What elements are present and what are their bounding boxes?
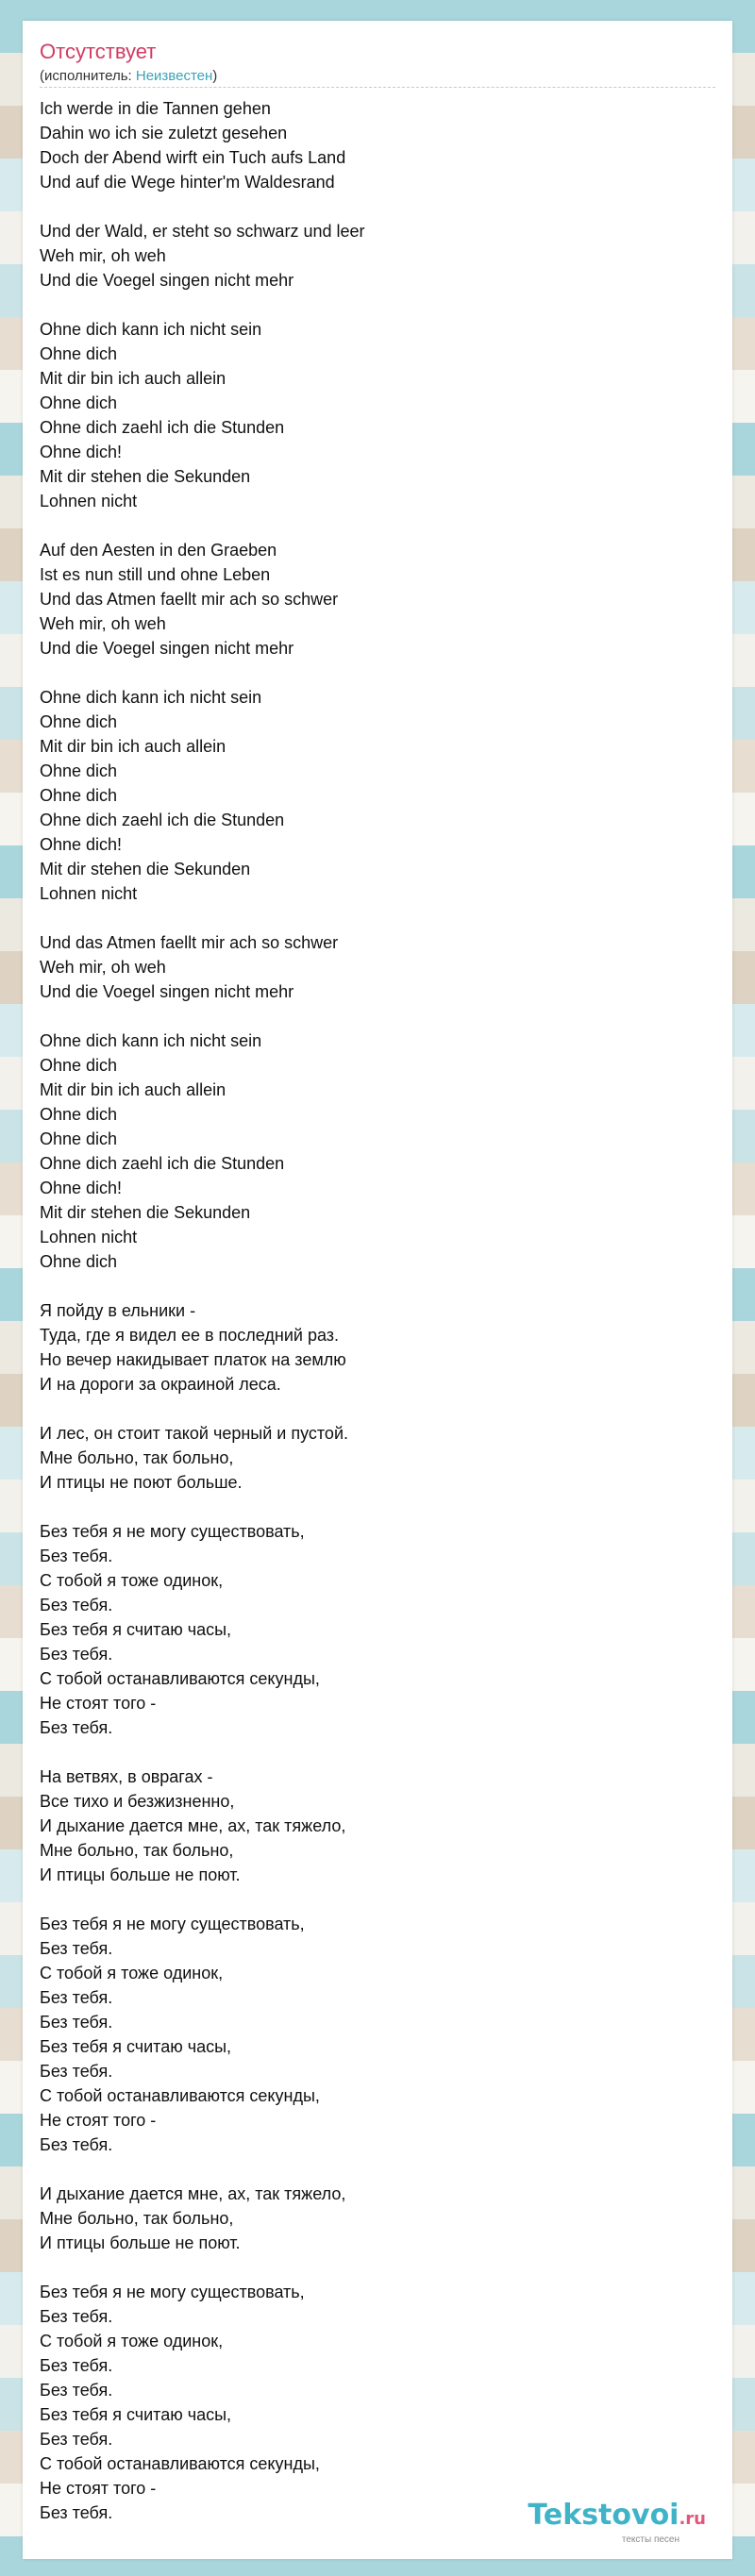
lyric-line: Ohne dich kann ich nicht sein bbox=[40, 688, 262, 707]
site-logo[interactable] bbox=[528, 2501, 706, 2546]
stanza-break bbox=[40, 906, 715, 930]
lyric-line: Weh mir, oh weh bbox=[40, 614, 166, 633]
lyric-line: Ohne dich zaehl ich die Stunden bbox=[40, 1154, 285, 1173]
lyric-line: Без тебя. bbox=[40, 2062, 113, 2081]
lyric-line: Mit dir bin ich auch allein bbox=[40, 1080, 226, 1099]
lyric-line: Ohne dich bbox=[40, 344, 118, 363]
lyric-line: Dahin wo ich sie zuletzt gesehen bbox=[40, 124, 288, 142]
lyric-line: Без тебя. bbox=[40, 1718, 113, 1737]
lyric-line: Без тебя я считаю часы, bbox=[40, 2405, 232, 2424]
lyric-line: Без тебя. bbox=[40, 1547, 113, 1565]
lyric-line: Без тебя я считаю часы, bbox=[40, 2037, 232, 2056]
lyric-line: Без тебя я считаю часы, bbox=[40, 1620, 232, 1639]
lyric-line: Ich werde in die Tannen gehen bbox=[40, 99, 271, 118]
stanza-break bbox=[40, 293, 715, 317]
lyric-line: Без тебя. bbox=[40, 2013, 113, 2032]
lyric-line: Без тебя я не могу существовать, bbox=[40, 1915, 305, 1933]
lyric-line: И птицы больше не поют. bbox=[40, 2233, 241, 2252]
lyric-line: Ohne dich! bbox=[40, 835, 123, 854]
lyric-line: С тобой я тоже одинок, bbox=[40, 1964, 224, 1982]
lyric-line: Mit dir stehen die Sekunden bbox=[40, 860, 251, 878]
lyric-line: Без тебя. bbox=[40, 1988, 113, 2007]
lyric-line: На ветвях, в оврагах - bbox=[40, 1767, 213, 1786]
lyric-line: Без тебя. bbox=[40, 1939, 113, 1958]
lyric-line: Без тебя. bbox=[40, 1645, 113, 1664]
stanza-break bbox=[40, 513, 715, 538]
lyric-line: Ohne dich bbox=[40, 786, 118, 805]
stanza-break bbox=[40, 1004, 715, 1029]
performer-line bbox=[40, 68, 217, 85]
lyric-line: Но вечер накидывает платок на землю bbox=[40, 1350, 346, 1369]
lyric-line: С тобой останавливаются секунды, bbox=[40, 2086, 320, 2105]
header-divider bbox=[40, 87, 715, 88]
lyric-line: Без тебя. bbox=[40, 2356, 113, 2375]
stanza-break bbox=[40, 1495, 715, 1519]
lyric-line: Ohne dich kann ich nicht sein bbox=[40, 1031, 262, 1050]
lyric-line: Без тебя. bbox=[40, 2135, 113, 2154]
lyric-line: С тобой останавливаются секунды, bbox=[40, 2454, 320, 2473]
logo-tagline: тексты песен bbox=[621, 2534, 680, 2545]
lyric-line: Ohne dich bbox=[40, 393, 118, 412]
lyric-line: Я пойду в ельники - bbox=[40, 1301, 196, 1320]
lyric-line: С тобой я тоже одинок, bbox=[40, 1571, 224, 1590]
lyric-line: Не стоят того - bbox=[40, 2111, 157, 2130]
lyric-line: Ohne dich bbox=[40, 712, 118, 731]
stanza-break bbox=[40, 194, 715, 219]
lyric-line: Без тебя я не могу существовать, bbox=[40, 2283, 305, 2301]
lyric-line: И птицы не поют больше. bbox=[40, 1473, 243, 1492]
lyric-line: Ohne dich bbox=[40, 1105, 118, 1124]
lyric-line: И дыхание дается мне, ах, так тяжело, bbox=[40, 2184, 346, 2203]
lyric-line: Не стоят того - bbox=[40, 2479, 157, 2498]
stanza-break bbox=[40, 1397, 715, 1421]
lyrics-text bbox=[40, 96, 715, 2525]
logo-name: Tekstovoi bbox=[528, 2499, 680, 2532]
lyric-line: Mit dir bin ich auch allein bbox=[40, 737, 226, 756]
lyric-line: Ohne dich bbox=[40, 761, 118, 780]
lyric-line: Ohne dich zaehl ich die Stunden bbox=[40, 418, 285, 437]
stanza-break bbox=[40, 1887, 715, 1912]
lyric-line: Mit dir stehen die Sekunden bbox=[40, 467, 251, 486]
stanza-break bbox=[40, 1740, 715, 1765]
stanza-break bbox=[40, 2157, 715, 2182]
lyric-line: Без тебя. bbox=[40, 2503, 113, 2522]
logo-tld: .ru bbox=[679, 2509, 706, 2529]
lyric-line: Und das Atmen faellt mir ach so schwer bbox=[40, 590, 339, 609]
lyric-line: И птицы больше не поют. bbox=[40, 1865, 241, 1884]
lyric-line: С тобой останавливаются секунды, bbox=[40, 1669, 320, 1688]
stanza-break bbox=[40, 1274, 715, 1298]
lyric-line: Doch der Abend wirft ein Tuch aufs Land bbox=[40, 148, 346, 167]
performer-prefix: (исполнитель: bbox=[40, 68, 136, 84]
song-title: Отсутствует bbox=[40, 40, 157, 63]
lyric-line: Без тебя. bbox=[40, 2307, 113, 2326]
lyric-line: Ohne dich! bbox=[40, 443, 123, 461]
lyric-line: И на дороги за окраиной леса. bbox=[40, 1375, 281, 1394]
lyric-line: Mit dir bin ich auch allein bbox=[40, 369, 226, 388]
lyric-line: Мне больно, так больно, bbox=[40, 1841, 234, 1860]
lyric-line: И дыхание дается мне, ах, так тяжело, bbox=[40, 1816, 346, 1835]
lyric-line: Ist es nun still und ohne Leben bbox=[40, 565, 271, 584]
lyric-line: И лес, он стоит такой черный и пустой. bbox=[40, 1424, 348, 1443]
lyric-line: Lohnen nicht bbox=[40, 884, 138, 903]
lyric-line: Туда, где я видел ее в последний раз. bbox=[40, 1326, 340, 1345]
lyric-line: Und der Wald, er steht so schwarz und leer bbox=[40, 222, 365, 241]
lyric-line: Мне больно, так больно, bbox=[40, 2209, 234, 2228]
lyric-line: Lohnen nicht bbox=[40, 1228, 138, 1246]
lyrics-card bbox=[23, 21, 732, 2559]
lyric-line: Und die Voegel singen nicht mehr bbox=[40, 639, 294, 658]
lyric-line: Ohne dich kann ich nicht sein bbox=[40, 320, 262, 339]
lyric-line: С тобой я тоже одинок, bbox=[40, 2332, 224, 2350]
lyric-line: Weh mir, oh weh bbox=[40, 246, 166, 265]
lyric-line: Ohne dich zaehl ich die Stunden bbox=[40, 811, 285, 829]
lyric-line: Ohne dich bbox=[40, 1129, 118, 1148]
performer-link[interactable]: Неизвестен bbox=[135, 68, 213, 84]
lyric-line: Ohne dich bbox=[40, 1056, 118, 1075]
lyric-line: Мне больно, так больно, bbox=[40, 1448, 234, 1467]
lyric-line: Без тебя. bbox=[40, 2430, 113, 2449]
lyric-line: Auf den Aesten in den Graeben bbox=[40, 541, 277, 560]
lyric-line: Без тебя. bbox=[40, 2381, 113, 2400]
lyric-line: Und auf die Wege hinter'm Waldesrand bbox=[40, 173, 335, 192]
lyric-line: Und die Voegel singen nicht mehr bbox=[40, 982, 294, 1001]
lyric-line: Ohne dich bbox=[40, 1252, 118, 1271]
lyric-line: Без тебя я не могу существовать, bbox=[40, 1522, 305, 1541]
lyric-line: Без тебя. bbox=[40, 1596, 113, 1614]
performer-suffix: ) bbox=[212, 68, 218, 84]
lyric-line: Ohne dich! bbox=[40, 1179, 123, 1197]
lyric-line: Und die Voegel singen nicht mehr bbox=[40, 271, 294, 290]
lyric-line: Mit dir stehen die Sekunden bbox=[40, 1203, 251, 1222]
lyric-line: Und das Atmen faellt mir ach so schwer bbox=[40, 933, 339, 952]
stanza-break bbox=[40, 661, 715, 685]
lyric-line: Не стоят того - bbox=[40, 1694, 157, 1713]
lyric-line: Lohnen nicht bbox=[40, 492, 138, 510]
lyric-line: Weh mir, oh weh bbox=[40, 958, 166, 977]
stanza-break bbox=[40, 2255, 715, 2280]
logo-wordmark bbox=[528, 2501, 706, 2534]
lyric-line: Все тихо и безжизненно, bbox=[40, 1792, 235, 1811]
